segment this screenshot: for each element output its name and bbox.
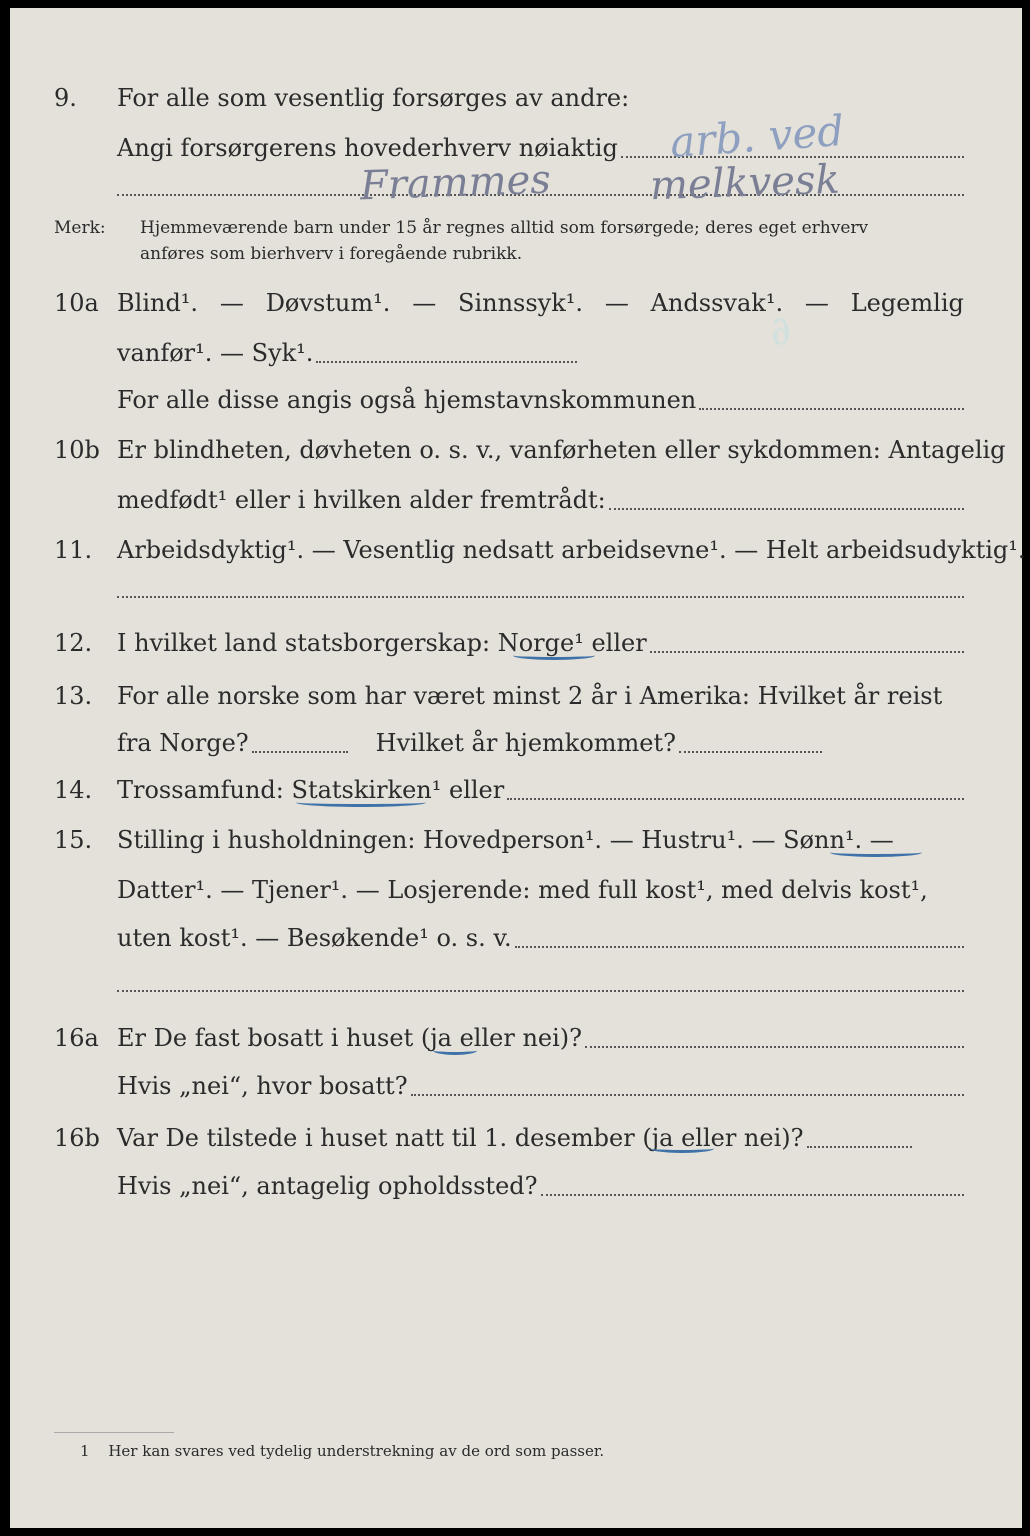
q10a-option: —	[804, 289, 829, 317]
q10b-number: 10b	[54, 436, 100, 464]
q9-handwritten-answer-1: arb. ved	[668, 105, 846, 168]
footnote-mark: 1	[80, 1442, 90, 1460]
footnote-text: Her kan svares ved tydelig understrekning av de ord som passer.	[108, 1442, 605, 1460]
q15-line2	[10, 870, 1022, 910]
census-form-page	[10, 8, 1026, 1528]
q13-line1	[10, 676, 1022, 716]
q9-occupation-label: Angi forsørgerens hovederhverv nøiaktig	[117, 134, 618, 162]
sonn-underline-mark	[830, 848, 922, 857]
q10a-home-municipality-field[interactable]	[699, 408, 964, 410]
q15-extra-line[interactable]	[117, 990, 964, 992]
q10a-home-municipality-label: For alle disse angis også hjemstavnskommunen	[117, 386, 697, 414]
q13-left-norway-field[interactable]	[252, 751, 348, 753]
merk-text-1: Hjemmeværende barn under 15 år regnes alltid som forsørgede; deres eget erhverv	[140, 218, 869, 238]
q10a-option: Sinnssyk¹.	[458, 289, 584, 317]
merk-line1	[10, 215, 1022, 241]
q16b-line2	[10, 1166, 1022, 1206]
q10a-option: Andssvak¹.	[650, 289, 784, 317]
faint-pencil-mark: ∂	[765, 306, 796, 356]
q15-text-3: uten kost¹. — Besøkende¹ o. s. v.	[117, 924, 512, 952]
q10a-option: —	[604, 289, 629, 317]
q16a-resident-field[interactable]	[585, 1046, 964, 1048]
footnote	[80, 1442, 604, 1460]
q13-line2	[10, 723, 1022, 763]
q14-number: 14.	[54, 776, 93, 804]
ja-underline-mark-1	[433, 1046, 477, 1055]
q16b-text-1: Var De tilstede i huset natt til 1. desember (ja eller nei)?	[117, 1124, 804, 1152]
q10a-line3	[10, 380, 1022, 420]
footnote-rule	[54, 1432, 174, 1433]
q10a-option: Legemlig	[850, 289, 964, 317]
q12-citizenship-field[interactable]	[650, 651, 964, 653]
q16a-text-1: Er De fast bosatt i huset (ja eller nei)?	[117, 1024, 583, 1052]
q15-position-field[interactable]	[515, 946, 964, 948]
statskirken-underline-mark	[296, 798, 426, 807]
q9-text: For alle som vesentlig forsørges av andre:	[117, 84, 630, 112]
q16b-location-field[interactable]	[541, 1194, 964, 1196]
q10a-option: —	[219, 289, 244, 317]
q10a-option: Blind¹.	[117, 289, 199, 317]
q10a-syk-field[interactable]	[316, 361, 577, 363]
q16a-where-field[interactable]	[411, 1094, 964, 1096]
q10b-text-1: Er blindheten, døvheten o. s. v., vanførheten eller sykdommen: Antagelig	[117, 436, 1006, 464]
q13-text-1: For alle norske som har været minst 2 år i Amerika: Hvilket år reist	[117, 682, 943, 710]
q9-number: 9.	[54, 84, 77, 112]
q10a-line1	[10, 283, 1022, 323]
q14-line1	[10, 770, 1022, 810]
q10a-number: 10a	[54, 289, 99, 317]
q12-text: I hvilket land statsborgerskap: Norge¹ eller	[117, 629, 647, 657]
q10a-vanfor-syk: vanfør¹. — Syk¹.	[117, 339, 314, 367]
q16b-number: 16b	[54, 1124, 100, 1152]
merk-label: Merk:	[54, 218, 106, 238]
q13-number: 13.	[54, 682, 93, 710]
q13-left-norway-label: fra Norge?	[117, 729, 249, 757]
q9-handwritten-answer-3: melkvesk	[649, 156, 841, 210]
q11-number: 11.	[54, 536, 93, 564]
q15-line3	[10, 918, 1022, 958]
merk-line2	[10, 241, 1022, 267]
q11-answer-line[interactable]	[117, 596, 964, 598]
q10b-line1	[10, 430, 1022, 470]
q14-text: Trossamfund: Statskirken¹ eller	[117, 776, 505, 804]
q13-returned-label: Hvilket år hjemkommet?	[375, 729, 677, 757]
norge-underline-mark	[513, 651, 595, 660]
q9-line1	[10, 78, 1022, 118]
q16b-present-field[interactable]	[807, 1146, 913, 1148]
q15-number: 15.	[54, 826, 93, 854]
q14-religion-field[interactable]	[507, 798, 964, 800]
q10b-age-field[interactable]	[609, 508, 964, 510]
q16a-number: 16a	[54, 1024, 99, 1052]
q16a-text-2: Hvis „nei“, hvor bosatt?	[117, 1072, 408, 1100]
q10a-option: —	[412, 289, 437, 317]
q13-returned-field[interactable]	[679, 751, 822, 753]
q16a-line2	[10, 1066, 1022, 1106]
q10b-text-2: medfødt¹ eller i hvilken alder fremtrådt:	[117, 486, 606, 514]
q10a-options	[117, 283, 964, 323]
ja-underline-mark-2	[650, 1144, 714, 1153]
q9-handwritten-answer-2: Frammes	[359, 156, 552, 210]
q16b-text-2: Hvis „nei“, antagelig opholdssted?	[117, 1172, 538, 1200]
q15-text-2: Datter¹. — Tjener¹. — Losjerende: med full kost¹, med delvis kost¹,	[117, 876, 928, 904]
q12-number: 12.	[54, 629, 93, 657]
q11-line1	[10, 530, 1026, 570]
q10a-option: Døvstum¹.	[265, 289, 391, 317]
q15-text-1: Stilling i husholdningen: Hovedperson¹. — Hustru¹. — Sønn¹. —	[117, 826, 894, 854]
merk-text-2: anføres som bierhverv i foregående rubrikk.	[140, 244, 523, 264]
q10b-line2	[10, 480, 1022, 520]
q16b-line1	[10, 1118, 1022, 1158]
q11-text: Arbeidsdyktig¹. — Vesentlig nedsatt arbeidsevne¹. — Helt arbeidsudyktig¹.	[117, 536, 1026, 564]
q16a-line1	[10, 1018, 1022, 1058]
q10a-line2	[10, 333, 1022, 373]
